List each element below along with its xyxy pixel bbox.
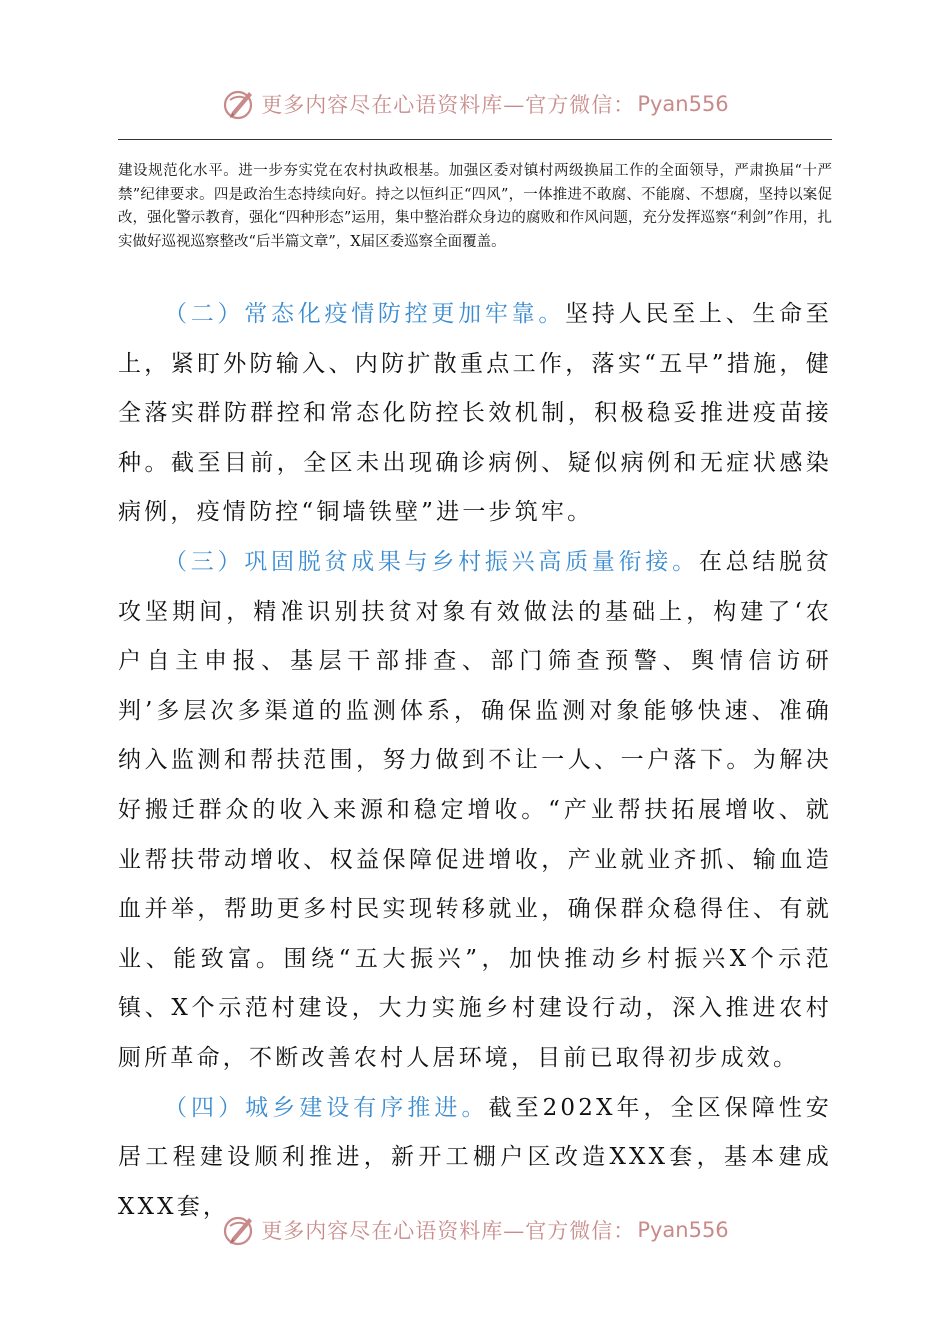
section-heading: （二）常态化疫情防控更加牢靠。 — [164, 301, 566, 327]
logo-icon — [221, 1212, 257, 1248]
section-text: 截至202X年，全区保障性安居工程建设顺利推进，新开工棚户区改造XXX套，基本建成XXX套， — [118, 1094, 832, 1220]
section-text: 在总结脱贫攻坚期间，精准识别扶贫对象有效做法的基础上，构建了‘农户自主申报、基层干部排查、部门筛查预警、舆情信访研判’多层次多渠道的监测体系，确保监测对象能够快速、准确纳入监测和帮扶范围，努力做到不让一人、一户落下。为解决好搬迁群众的收入来源和稳定增收。“产业帮扶拓展增收、就业帮扶带动增收、权益保障促进增收，产业就业齐抓、输血造血并举，帮助更多村民实现转移就业，确保群众稳得住、有就业、能致富。围绕“五大振兴”，加快推动乡村振兴X个示范镇、X个示范村建设，大力实施乡村建设行动，深入推进农村厕所革命，不断改善农村人居环境，目前已取得初步成效。 — [118, 548, 833, 1071]
section-heading: （四）城乡建设有序推进。 — [164, 1094, 489, 1121]
section-text: 坚持人民至上、生命至上，紧盯外防输入、内防扩散重点工作，落实“五早”措施，健全落实群防群控和常态化防控长效机制，积极稳妥推进疫苗接种。截至目前，全区未出现确诊病例、疑似病例和无症状感染病例，疫情防控“铜墙铁壁”进一步筑牢。 — [118, 301, 833, 526]
banner-wechat-id: Pyan556 — [637, 1218, 729, 1242]
header-banner — [0, 84, 950, 124]
logo-icon — [221, 86, 257, 122]
section-heading: （三）巩固脱贫成果与乡村振兴高质量衔接。 — [164, 548, 699, 575]
section-paragraph — [118, 290, 832, 538]
header-divider — [118, 139, 832, 140]
banner-text: 更多内容尽在心语资料库—官方微信： — [261, 93, 636, 117]
banner-text: 更多内容尽在心语资料库—官方微信： — [261, 1219, 636, 1243]
intro-paragraph: 建设规范化水平。进一步夯实党在农村执政根基。加强区委对镇村两级换届工作的全面领导，严肃换届“十严禁”纪律要求。四是政治生态持续向好。持之以恒纠正“四风”，一体推进不敢腐、不能腐、不想腐，坚持以案促改，强化警示教育，强化“四种形态”运用，集中整治群众身边的腐败和作风问题，充分发挥巡察“利剑”作用，扎实做好巡视巡察整改“后半篇文章”，X届区委巡察全面覆盖。 — [118, 163, 832, 250]
main-body — [118, 290, 832, 1232]
section-paragraph — [118, 538, 832, 1084]
footer-banner — [0, 1210, 950, 1250]
banner-wechat-id: Pyan556 — [637, 92, 729, 116]
